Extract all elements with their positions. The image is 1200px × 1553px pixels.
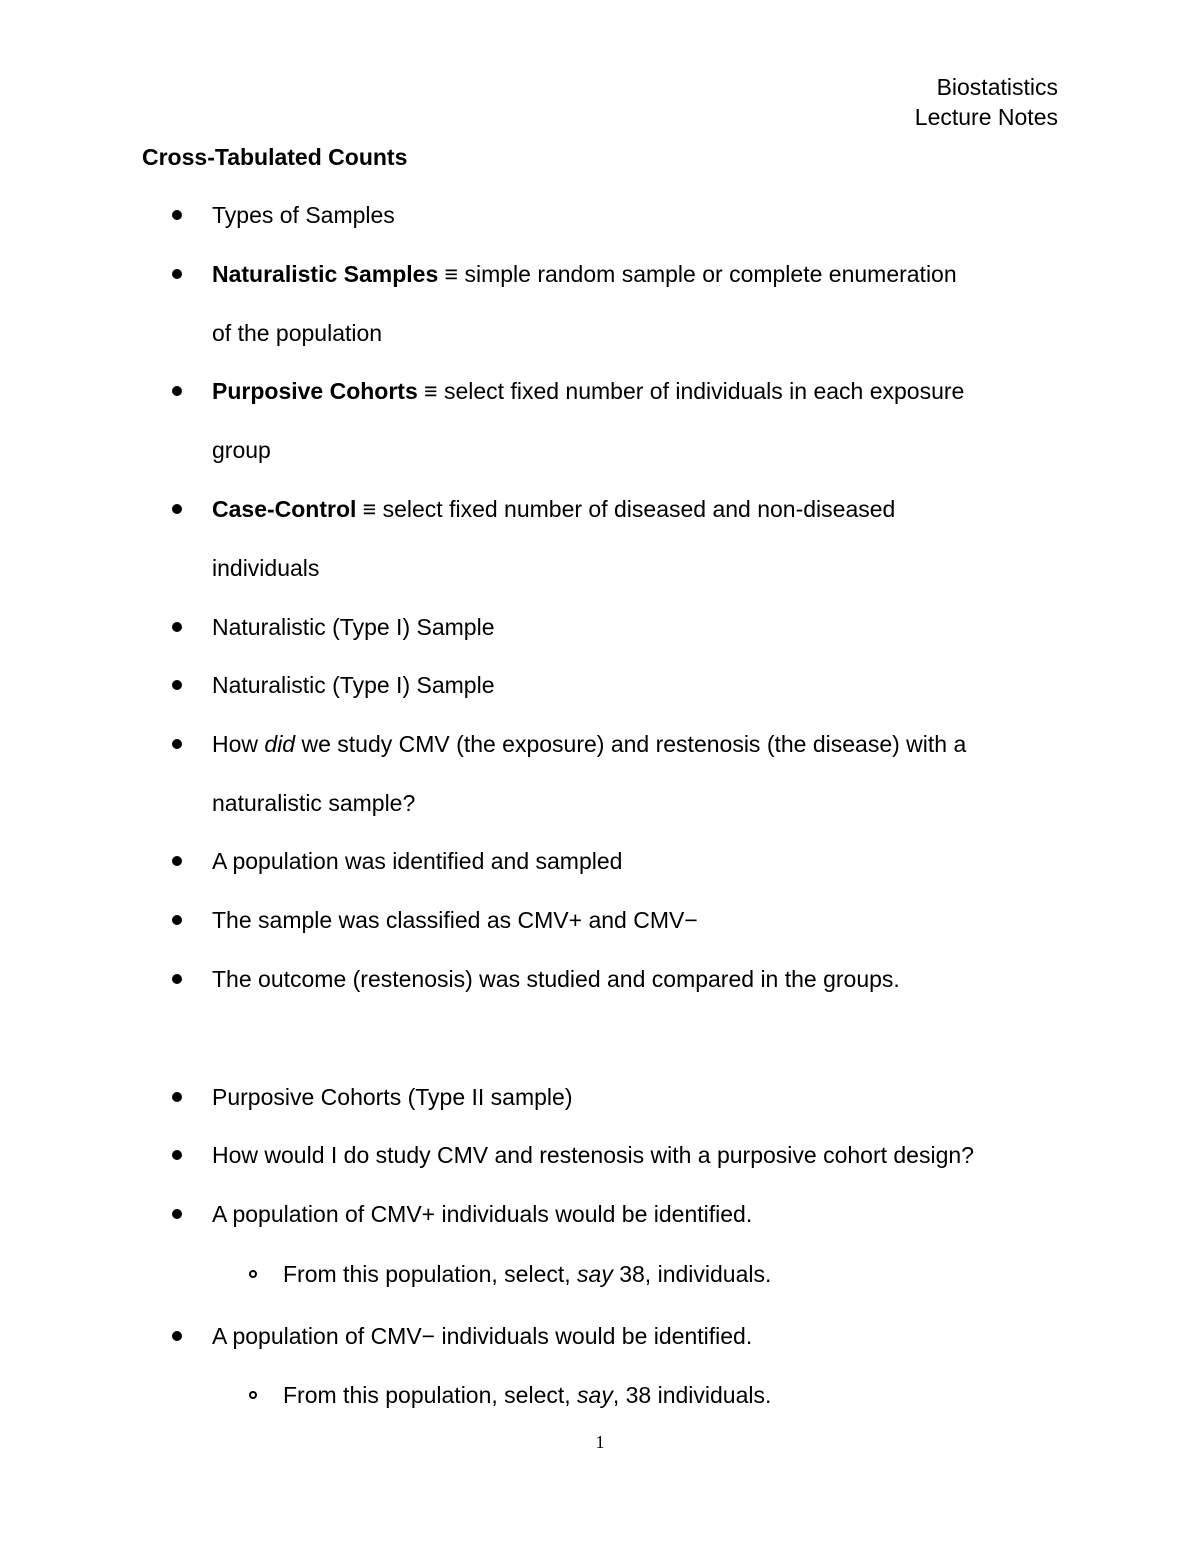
list-item-naturalistic-type1 bbox=[212, 670, 494, 700]
bullet-icon bbox=[172, 1150, 182, 1160]
page-header bbox=[915, 72, 1058, 132]
header-course: Biostatistics bbox=[936, 74, 1058, 100]
list-item-text: naturalistic sample? bbox=[212, 790, 416, 816]
term-purposive: Purposive Cohorts bbox=[212, 378, 418, 404]
emphasis-did: did bbox=[264, 731, 296, 757]
list-item-text: A population was identified and sampled bbox=[212, 848, 623, 874]
list-item-pop-plus bbox=[212, 1199, 752, 1229]
header-subtitle: Lecture Notes bbox=[914, 104, 1058, 130]
list-item-how-did bbox=[212, 729, 966, 759]
list-item-how-would bbox=[212, 1140, 974, 1170]
bullet-icon bbox=[172, 269, 182, 279]
list-item-naturalistic bbox=[212, 259, 957, 289]
text-segment: From this population, select, bbox=[283, 1261, 578, 1287]
list-item-types bbox=[212, 200, 395, 230]
list-item-continuation bbox=[212, 318, 382, 348]
list-item-naturalistic-type1 bbox=[212, 612, 494, 642]
emphasis-say: say bbox=[577, 1382, 613, 1408]
list-item-continuation bbox=[212, 553, 319, 583]
sub-bullet-icon bbox=[249, 1391, 257, 1399]
text-segment: we study CMV (the exposure) and restenosis (the disease) with a bbox=[295, 731, 967, 757]
bullet-icon bbox=[172, 915, 182, 925]
list-item-classified bbox=[212, 905, 698, 935]
list-item-purposive bbox=[212, 376, 964, 406]
bullet-icon bbox=[172, 1331, 182, 1341]
sub-item-select-minus bbox=[283, 1380, 771, 1410]
term-naturalistic: Naturalistic Samples bbox=[212, 261, 439, 287]
list-item-text: Naturalistic (Type I) Sample bbox=[212, 614, 495, 640]
text-segment: 38, individuals. bbox=[612, 1261, 772, 1287]
text-segment: , 38 individuals. bbox=[612, 1382, 772, 1408]
bullet-icon bbox=[172, 1092, 182, 1102]
list-item-purposive-type2 bbox=[212, 1082, 572, 1112]
bullet-icon bbox=[172, 974, 182, 984]
list-item-text: Types of Samples bbox=[212, 202, 395, 228]
list-item-population bbox=[212, 846, 622, 876]
list-item-text: of the population bbox=[212, 320, 383, 346]
text-segment: From this population, select, bbox=[283, 1382, 578, 1408]
bullet-icon bbox=[172, 386, 182, 396]
bullet-icon bbox=[172, 680, 182, 690]
bullet-icon bbox=[172, 210, 182, 220]
section-title: Cross-Tabulated Counts bbox=[142, 144, 408, 170]
list-item-pop-minus bbox=[212, 1321, 752, 1351]
emphasis-say: say bbox=[577, 1261, 613, 1287]
term-case-control: Case-Control bbox=[212, 496, 357, 522]
list-item-text: Purposive Cohorts (Type II sample) bbox=[212, 1084, 573, 1110]
list-item-text: The sample was classified as CMV+ and CMV− bbox=[212, 907, 698, 933]
list-item-text: A population of CMV− individuals would be identified. bbox=[212, 1323, 753, 1349]
bullet-icon bbox=[172, 1209, 182, 1219]
text-segment: How bbox=[212, 731, 265, 757]
definition-purposive: ≡ select fixed number of individuals in each exposure bbox=[417, 378, 965, 404]
list-item-text: The outcome (restenosis) was studied and compared in the groups. bbox=[212, 966, 900, 992]
list-item-text: individuals bbox=[212, 555, 320, 581]
list-item-text: A population of CMV+ individuals would be identified. bbox=[212, 1201, 753, 1227]
list-item-continuation bbox=[212, 435, 271, 465]
sub-bullet-icon bbox=[249, 1270, 257, 1278]
list-item-text: group bbox=[212, 437, 271, 463]
list-item-outcome bbox=[212, 964, 900, 994]
list-item-text: Naturalistic (Type I) Sample bbox=[212, 672, 495, 698]
bullet-icon bbox=[172, 622, 182, 632]
bullet-icon bbox=[172, 739, 182, 749]
definition-naturalistic: ≡ simple random sample or complete enumeration bbox=[438, 261, 957, 287]
list-item-text: How would I do study CMV and restenosis with a purposive cohort design? bbox=[212, 1142, 974, 1168]
sub-item-select-plus bbox=[283, 1259, 771, 1289]
bullet-icon bbox=[172, 856, 182, 866]
page-number: 1 bbox=[595, 1432, 605, 1452]
list-item-case-control bbox=[212, 494, 895, 524]
definition-case-control: ≡ select fixed number of diseased and non-diseased bbox=[356, 496, 896, 522]
list-item-continuation bbox=[212, 788, 415, 818]
bullet-icon bbox=[172, 504, 182, 514]
